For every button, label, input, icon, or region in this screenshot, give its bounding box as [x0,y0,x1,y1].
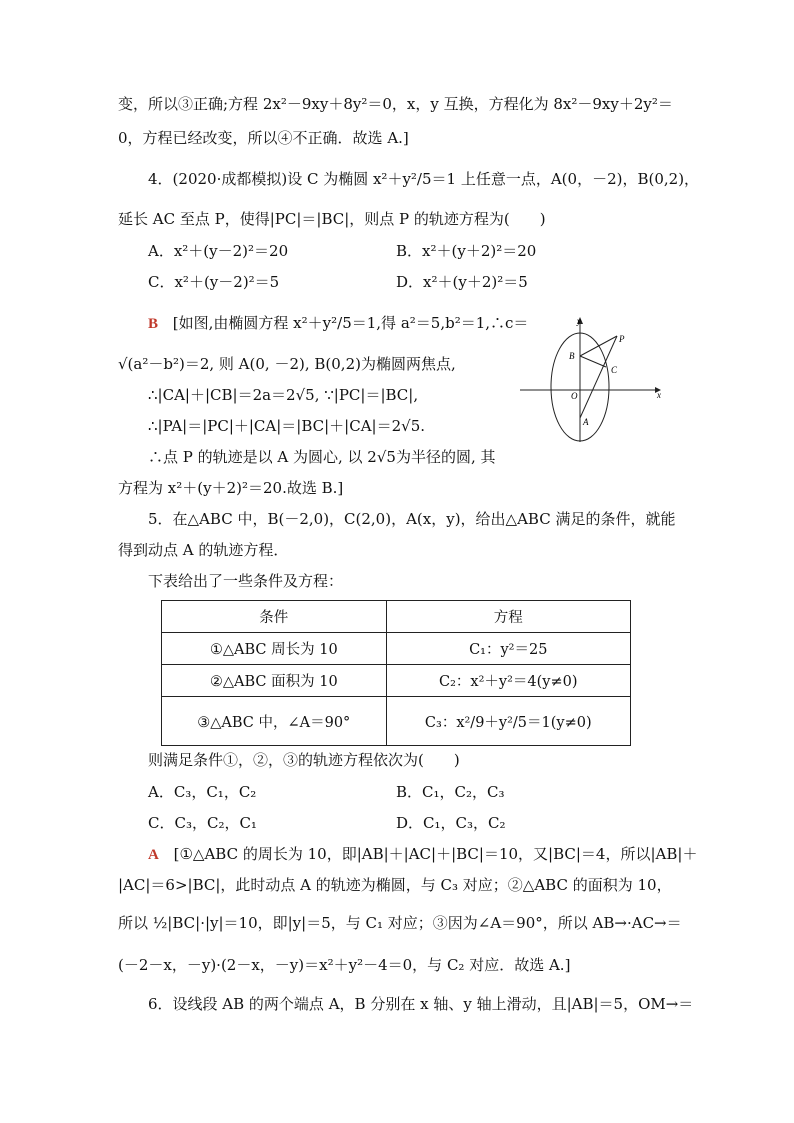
table-header: 方程 [386,601,630,633]
option-a: A．C₃，C₁，C₂ [148,783,257,801]
table-cell: ①△ABC 周长为 10 [162,633,387,665]
option-b: B．x²＋(y＋2)²＝20 [396,242,537,260]
table-row [162,665,631,697]
question-5-line: 5．在△ABC 中，B(－2,0)，C(2,0)，A(x，y)，给出△ABC 满足的条件，就能 [148,510,676,528]
segment-bp [580,336,617,356]
table-row [162,697,631,746]
answer-text: [如图,由椭圆方程 x²＋y²/5＝1,得 a²＝5,b²＝1,∴c＝ [172,314,529,332]
option-c: C．C₃，C₂，C₁ [148,814,257,832]
table-header-row [162,601,631,633]
table-header: 条件 [162,601,387,633]
question-4-line: 4．(2020·成都模拟)设 C 为椭圆 x²＋y²/5＝1 上任意一点，A(0，－2)，B(0,2)， [148,170,700,188]
table-row [162,633,631,665]
label-c: C [611,365,618,375]
answer-text: ∴|PA|＝|PC|＋|CA|＝|BC|＋|CA|＝2√5. [148,417,426,435]
conditions-table [161,600,631,746]
table-cell: C₃：x²/9＋y²/5＝1(y≠0) [386,697,630,746]
answer-text: [①△ABC 的周长为 10，即|AB|＋|AC|＋|BC|＝10，又|BC|＝4，所以|AB|＋ [173,845,698,863]
table-cell: C₁：y²＝25 [386,633,630,665]
answer-text: ∴|CA|＋|CB|＝2a＝2√5, ∵|PC|＝|BC|, [148,386,419,404]
answer-text: ∴点 P 的轨迹是以 A 为圆心, 以 2√5为半径的圆, 其 [148,448,496,466]
answer-text: 所以 ½|BC|·|y|＝10，即|y|＝5，与 C₁ 对应；③因为∠A＝90°，所以 AB→·AC→＝ [118,914,682,932]
answer-text: (－2－x，－y)·(2－x，－y)＝x²＋y²－4＝0，与 C₂ 对应．故选 A.] [118,956,571,974]
label-o: O [571,391,578,401]
table-cell: ③△ABC 中，∠A＝90° [162,697,387,746]
label-b: B [569,351,575,361]
label-y: y [577,316,581,326]
segment-ap [580,336,617,418]
label-x: x [657,390,661,400]
answer-text: 方程为 x²＋(y＋2)²＝20.故选 B.] [118,479,344,497]
answer-text: √(a²－b²)＝2, 则 A(0, －2), B(0,2)为椭圆两焦点, [118,355,456,373]
segment-bc [580,356,606,367]
table-cell: C₂：x²＋y²＝4(y≠0) [386,665,630,697]
question-5-line: 得到动点 A 的轨迹方程． [118,541,289,559]
option-c: C．x²＋(y－2)²＝5 [148,273,280,291]
answer-letter: B [148,316,159,332]
question-5-line: 则满足条件①，②，③的轨迹方程依次为( ) [148,751,460,769]
answer-text: |AC|＝6>|BC|，此时动点 A 的轨迹为椭圆，与 C₃ 对应；②△ABC 的面积为 10， [118,876,672,894]
option-b: B．C₁，C₂，C₃ [396,783,505,801]
question-6-line: 6．设线段 AB 的两个端点 A，B 分别在 x 轴、y 轴上滑动，且|AB|＝5，OM→＝ [148,995,694,1013]
option-d: D．x²＋(y＋2)²＝5 [396,273,528,291]
question-5-line: 下表给出了一些条件及方程： [148,572,344,590]
label-a: A [583,417,589,427]
ellipse-figure [520,312,665,444]
text-line: 0，方程已经改变，所以④不正确．故选 A.] [118,129,409,147]
label-p: P [619,334,625,344]
question-4-line: 延长 AC 至点 P，使得|PC|＝|BC|，则点 P 的轨迹方程为( ) [118,210,546,228]
option-d: D．C₁，C₃，C₂ [396,814,506,832]
option-a: A．x²＋(y－2)²＝20 [148,242,289,260]
table-cell: ②△ABC 面积为 10 [162,665,387,697]
text-line: 变，所以③正确;方程 2x²－9xy＋8y²＝0，x，y 互换，方程化为 8x²－9xy＋2y²＝ [118,95,673,113]
answer-letter: A [148,847,159,863]
